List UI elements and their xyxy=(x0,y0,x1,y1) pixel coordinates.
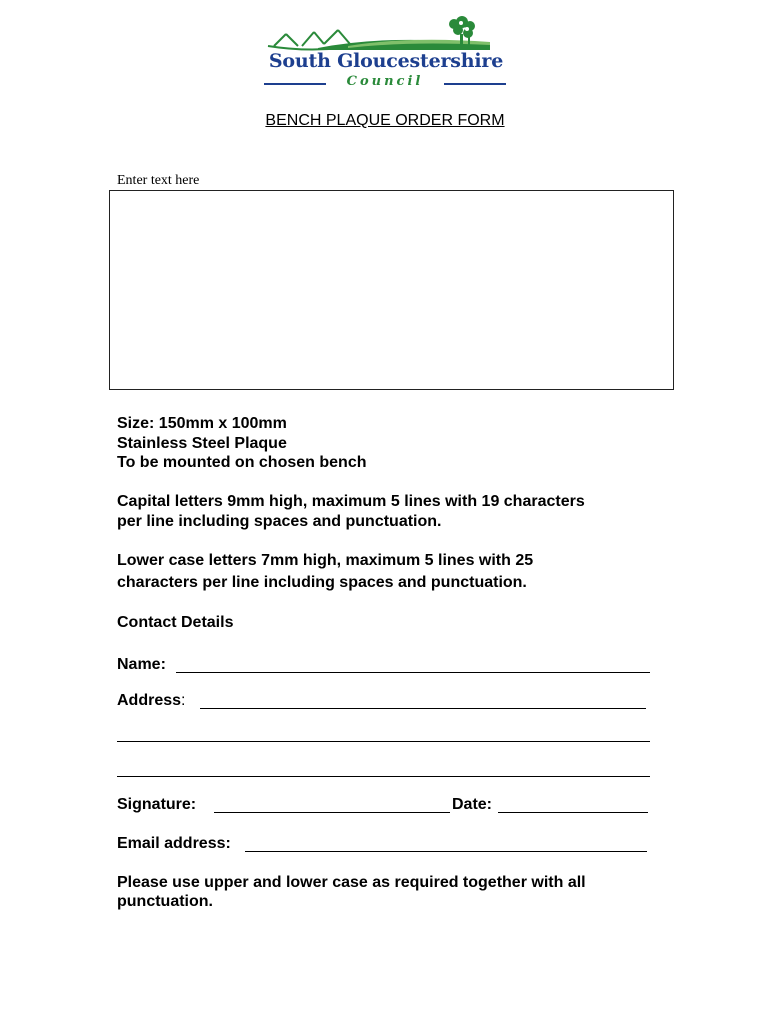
address-label xyxy=(117,692,185,710)
council-label: Council xyxy=(346,74,424,89)
council-logo xyxy=(258,14,514,94)
address-colon: : xyxy=(181,692,186,709)
contact-heading: Contact Details xyxy=(117,614,234,631)
spec-mounting: To be mounted on chosen bench xyxy=(117,454,367,471)
name-label: Name: xyxy=(117,656,166,673)
address-input-line-3[interactable] xyxy=(117,776,650,777)
email-label: Email address: xyxy=(117,835,231,852)
lower-note-line-1: Lower case letters 7mm high, maximum 5 lines with 25 xyxy=(117,552,534,569)
address-input-line-1[interactable] xyxy=(200,708,646,709)
name-input-line[interactable] xyxy=(176,672,650,673)
date-input-line[interactable] xyxy=(498,812,648,813)
council-subtitle-row xyxy=(262,75,508,91)
signature-label: Signature: xyxy=(117,796,197,813)
logo-rule-left xyxy=(264,83,326,85)
date-label: Date: xyxy=(452,796,493,813)
signature-input-line[interactable] xyxy=(214,812,450,813)
lower-note-line-2: characters per line including spaces and punctuation. xyxy=(117,574,527,591)
capital-note-line-1: Capital letters 9mm high, maximum 5 lines with 19 characters xyxy=(117,493,585,510)
form-title: BENCH PLAQUE ORDER FORM xyxy=(265,112,505,129)
footer-note-line-1: Please use upper and lower case as required together with all xyxy=(117,874,586,891)
plaque-text-field[interactable] xyxy=(109,190,674,390)
bridge-tree-icon xyxy=(258,14,514,54)
footer-note-line-2: punctuation. xyxy=(117,893,213,910)
spec-size: Size: 150mm x 100mm xyxy=(117,415,287,432)
capital-note-line-2: per line including spaces and punctuation. xyxy=(117,513,442,530)
address-input-line-2[interactable] xyxy=(117,741,650,742)
spec-material: Stainless Steel Plaque xyxy=(117,435,287,452)
address-label-text: Address xyxy=(117,692,182,709)
logo-rule-right xyxy=(444,83,506,85)
council-name: South Gloucestershire xyxy=(268,50,504,72)
email-input-line[interactable] xyxy=(245,851,647,852)
plaque-text-label: Enter text here xyxy=(117,173,200,188)
